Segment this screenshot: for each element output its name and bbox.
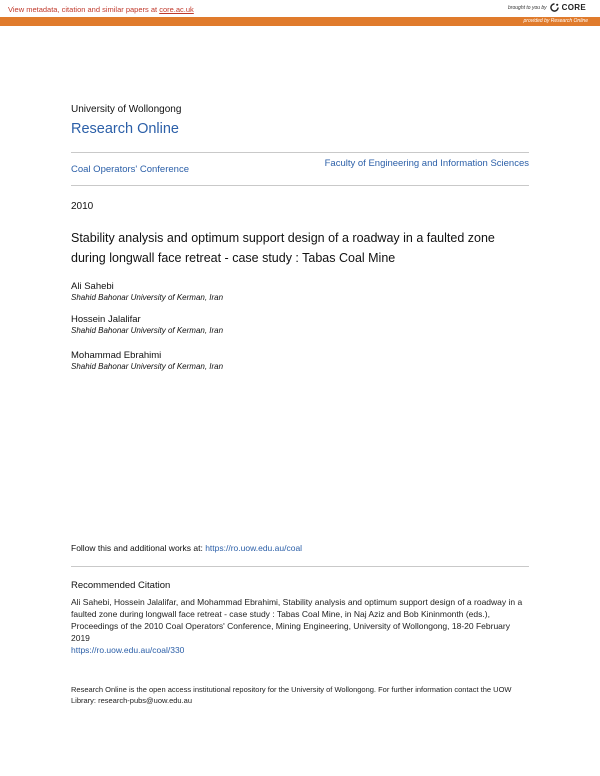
author-name: Mohammad Ebrahimi bbox=[71, 350, 162, 361]
follow-works-link[interactable]: https://ro.uow.edu.au/coal bbox=[205, 543, 303, 553]
brought-to-you-text: brought to you by bbox=[508, 4, 547, 11]
author-name: Hossein Jalalifar bbox=[71, 314, 141, 325]
follow-works-text: Follow this and additional works at: bbox=[71, 543, 206, 553]
collection-link-conference[interactable]: Coal Operators' Conference bbox=[71, 164, 189, 175]
paper-title: Stability analysis and optimum support design of a roadway in a faulted zone during longwall face retreat - case study : Tabas Coal Mine bbox=[71, 231, 495, 265]
provided-by-text: provided by Research Online bbox=[523, 18, 588, 24]
core-logo-icon bbox=[550, 3, 559, 12]
author-affiliation: Shahid Bahonar University of Kerman, Iran bbox=[71, 293, 224, 302]
collection-link-faculty[interactable]: Faculty of Engineering and Information Sciences bbox=[324, 158, 529, 169]
author-affiliation: Shahid Bahonar University of Kerman, Iran bbox=[71, 326, 224, 335]
divider-top bbox=[71, 152, 529, 153]
core-metadata-text: View metadata, citation and similar papers at bbox=[8, 5, 160, 14]
core-metadata-notice bbox=[8, 5, 194, 14]
repository-footer-note: Research Online is the open access institutional repository for the University of Wollongong. For further information contact the UOW Library: research-pubs@uow.edu.au bbox=[71, 685, 512, 705]
core-provider-bar bbox=[0, 17, 600, 26]
university-name: University of Wollongong bbox=[71, 104, 182, 115]
publication-year: 2010 bbox=[71, 201, 94, 212]
core-brand-name: CORE bbox=[561, 3, 586, 12]
author-name: Ali Sahebi bbox=[71, 281, 114, 292]
recommended-citation-heading: Recommended Citation bbox=[71, 580, 171, 591]
core-brand-block[interactable] bbox=[508, 3, 586, 12]
author-affiliation: Shahid Bahonar University of Kerman, Iran bbox=[71, 362, 224, 371]
divider-collections bbox=[71, 185, 529, 186]
repository-title[interactable]: Research Online bbox=[71, 121, 179, 137]
citation-link[interactable]: https://ro.uow.edu.au/coal/330 bbox=[71, 645, 185, 655]
core-link[interactable]: core.ac.uk bbox=[159, 5, 194, 14]
citation-text: Ali Sahebi, Hossein Jalalifar, and Mohammad Ebrahimi, Stability analysis and optimum support design of a roadway in a faulted zone during longwall face retreat - case study : Tabas Coal Mine, in Naj Aziz and Bob Kininmonth (eds.), Proceedings of the 2010 Coal Operators' Conference, Mining Engineering, University of Wollongong, 18-20 February 2019 bbox=[71, 597, 523, 643]
follow-works-line bbox=[71, 543, 302, 553]
divider-citation bbox=[71, 566, 529, 567]
recommended-citation bbox=[71, 596, 531, 656]
